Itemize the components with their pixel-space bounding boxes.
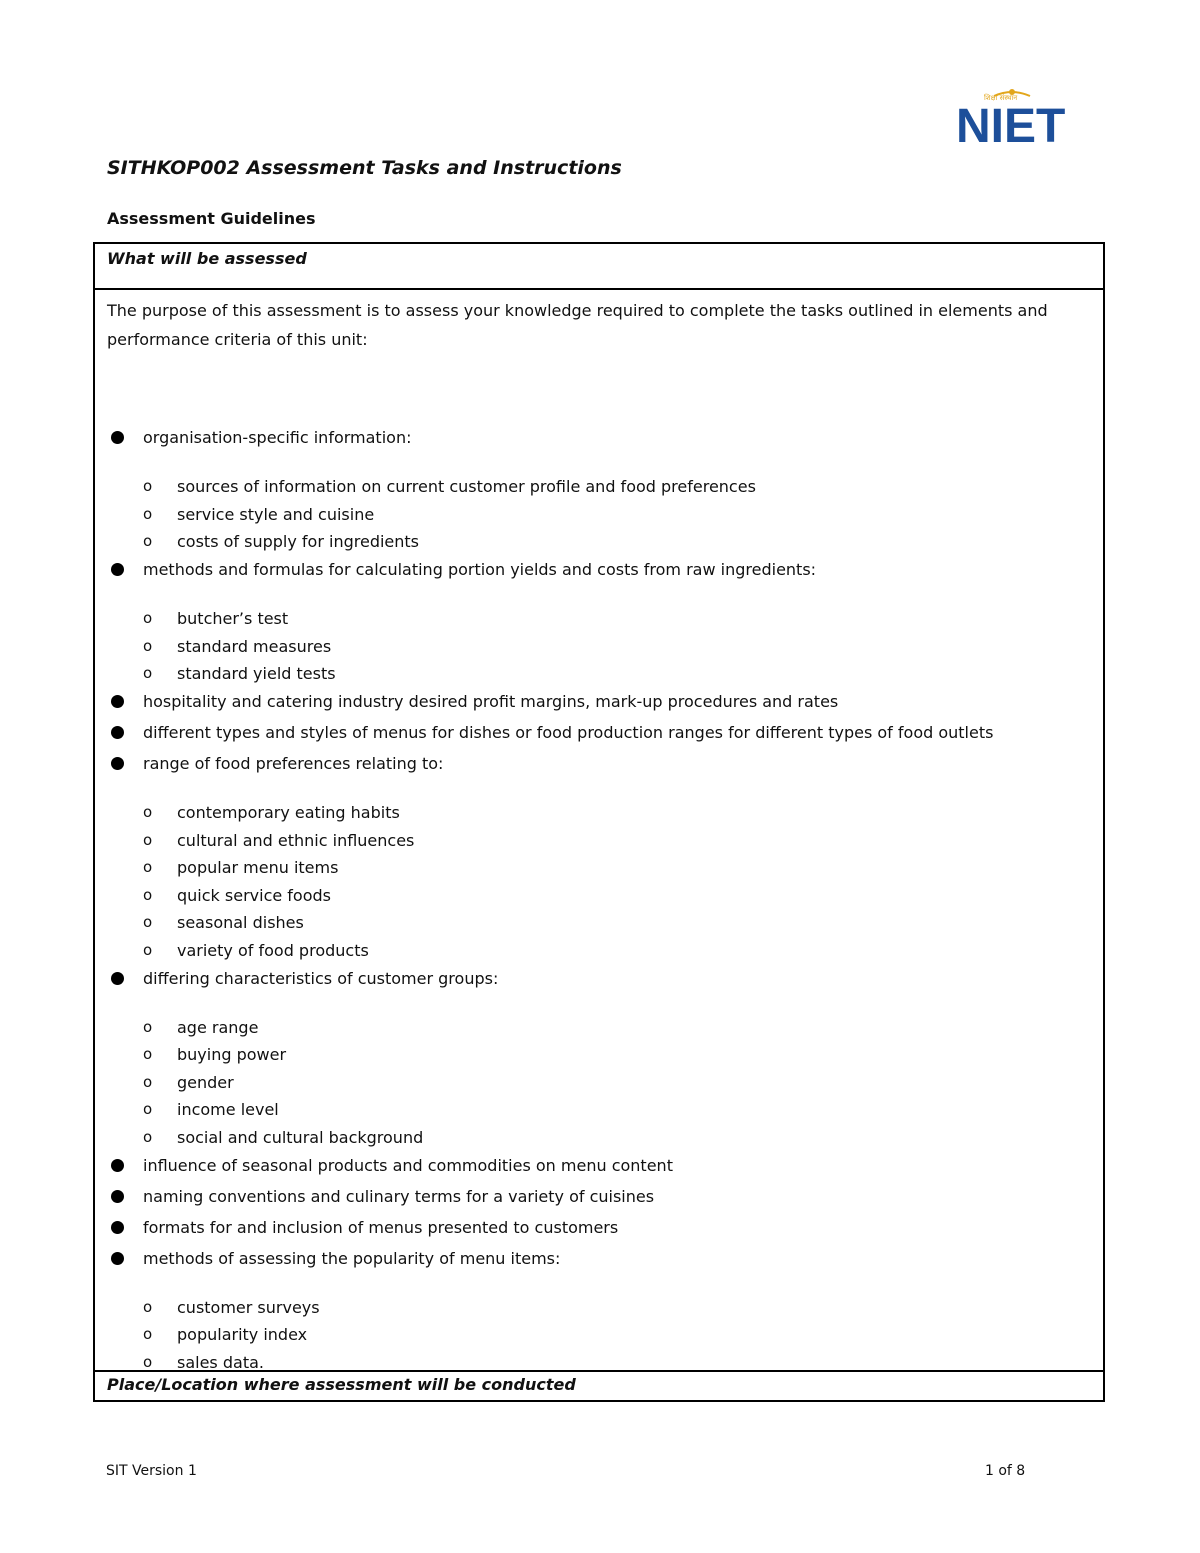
sub-bullet-marker: o [143,1017,153,1036]
assessment-table [93,242,1105,1402]
sub-bullet-marker: o [143,1352,153,1371]
bullet-dot-icon [111,1190,124,1203]
sub-bullet-marker: o [143,636,153,655]
sub-bullet-marker: o [143,1045,153,1063]
sub-item-text: income level [177,1100,279,1119]
sub-item-text: costs of supply for ingredients [177,532,420,551]
sub-bullet-marker: o [143,664,153,682]
bullet-dot-icon [111,1159,124,1172]
bullet-dot-icon [111,695,124,708]
sub-item-text: sources of information on current customer profile and food preferences [177,477,756,496]
bullet-text: differing characteristics of customer groups: [143,968,499,988]
sub-item-text: customer surveys [177,1297,320,1317]
sub-item-text: standard yield tests [177,664,336,683]
bullet-text: influence of seasonal products and commodities on menu content [143,1155,673,1175]
sub-bullet-marker: o [143,858,153,876]
bullet-dot-icon [111,1252,124,1265]
section-heading: Assessment Guidelines [107,209,316,228]
sub-bullet-marker: o [143,504,153,523]
bullet-dot-icon [111,431,124,444]
sub-item-text: gender [177,1072,234,1092]
sub-item-text: popularity index [177,1325,308,1344]
table-footer-row [95,1370,1103,1400]
table-header-row [95,244,1103,290]
sub-item-text: standard measures [177,636,332,656]
bullet-dot-icon [111,972,124,985]
sub-bullet-marker: o [143,1127,153,1146]
sub-item-text: popular menu items [177,858,339,877]
sub-bullet-marker: o [143,477,153,495]
sub-bullet-marker: o [143,1072,153,1091]
sub-bullet-marker: o [143,1325,153,1343]
intro-text: The purpose of this assessment is to assess your knowledge required to complete the tasks outlined in elements and performance criteria of this unit: [107,301,1048,349]
bullet-text: hospitality and catering industry desired profit margins, mark-up procedures and rates [143,692,839,711]
bullet-dot-icon [111,563,124,576]
sub-item-text: service style and cuisine [177,504,375,524]
document-title: SITHKOP002 Assessment Tasks and Instructions [107,157,622,179]
sub-bullet-marker: o [143,532,153,550]
sub-bullet-marker: o [143,803,153,821]
bullet-dot-icon [111,1221,124,1234]
sub-bullet-marker: o [143,830,153,849]
sub-item-text: cultural and ethnic influences [177,830,415,850]
sub-item-text: variety of food products [177,940,369,960]
sub-item-text: contemporary eating habits [177,803,400,822]
bullet-text: different types and styles of menus for dishes or food production ranges for different types of food outlets [143,723,994,742]
bullet-dot-icon [111,757,124,770]
sub-bullet-marker: o [143,1297,153,1316]
bullet-text: range of food preferences relating to: [143,754,444,773]
niet-logo [954,86,1099,146]
bullet-text: formats for and inclusion of menus presented to customers [143,1217,619,1237]
sub-item-text: seasonal dishes [177,913,304,932]
bullet-text: methods and formulas for calculating portion yields and costs from raw ingredients: [143,560,817,579]
sub-item-text: butcher’s test [177,609,289,628]
table-header: What will be assessed [107,249,307,268]
sub-item-text: social and cultural background [177,1127,424,1147]
logo-tagline: शिक्षा संस्थान [984,94,1018,102]
sub-bullet-marker: o [143,1100,153,1118]
sub-item-text: quick service foods [177,885,331,905]
sub-item-text: buying power [177,1045,287,1064]
bullet-text: methods of assessing the popularity of menu items: [143,1248,561,1268]
sub-item-text: sales data. [177,1352,264,1372]
bullet-text: naming conventions and culinary terms for a variety of cuisines [143,1186,655,1206]
bullet-dot-icon [111,726,124,739]
table-body [107,296,1092,354]
bullet-text: organisation-specific information: [143,428,412,447]
table-footer: Place/Location where assessment will be conducted [107,1375,576,1394]
sub-item-text: age range [177,1017,259,1037]
sub-bullet-marker: o [143,913,153,931]
page-number: 1 of 8 [985,1463,1026,1479]
sub-bullet-marker: o [143,940,153,959]
logo-text: NIET [956,100,1066,146]
sub-bullet-marker: o [143,885,153,904]
version-label: SIT Version 1 [106,1463,197,1479]
sub-bullet-marker: o [143,609,153,627]
